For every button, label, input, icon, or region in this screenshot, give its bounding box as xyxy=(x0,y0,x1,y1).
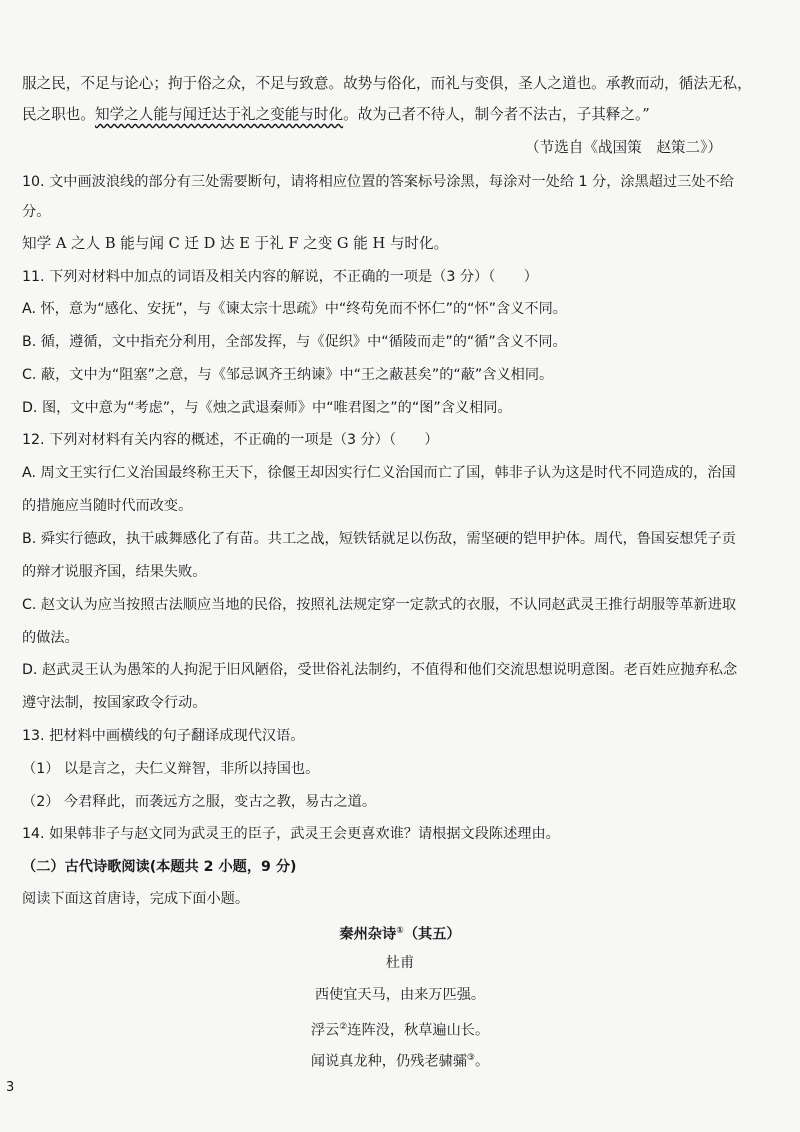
poem-text: 闻说真龙种，仍残老骕骦 xyxy=(310,1053,467,1070)
page-number: 3 xyxy=(6,1080,15,1095)
poem-title xyxy=(0,920,800,946)
poem-text: 浮云 xyxy=(310,1022,340,1039)
poem-title-suffix: （其五） xyxy=(403,926,461,943)
q11-option-a: A. 怀，意为“感化、安抚”，与《谏太宗十思疏》中“终苟免而不怀仁”的“怀”含义不同。 xyxy=(22,301,567,317)
footnote-marker: ① xyxy=(396,926,404,936)
poem-text: 连阵没，秋草遍山长。 xyxy=(347,1022,490,1039)
poem-line-2 xyxy=(0,1016,800,1042)
q10-stem-cont: 分。 xyxy=(22,204,51,220)
q14-stem: 14. 如果韩非子与赵文同为武灵王的臣子，武灵王会更喜欢谁？请根据文段陈述理由。 xyxy=(22,826,560,842)
q12-option-a-cont: 的措施应当随时代而改变。 xyxy=(22,498,193,514)
q12-option-b: B. 舜实行德政，执干戚舞感化了有苗。共工之战，短铁铦就足以伤敌，需坚硬的铠甲护体。周代，鲁国妄想凭子贡 xyxy=(22,531,736,547)
q13-stem: 13. 把材料中画横线的句子翻译成现代汉语。 xyxy=(22,728,305,744)
passage-text: 服之民，不足与论心；拘于俗之众，不足与致意。故势与俗化，而礼与变俱，圣人之道也。承教而动，循法无私， xyxy=(22,75,752,92)
footnote-marker: ② xyxy=(339,1022,348,1032)
q13-sentence-2: （2） 今君释此，而袭远方之服，变古之教，易古之道。 xyxy=(22,794,377,810)
q11-option-b: B. 循，遵循，文中指充分利用，全部发挥，与《促织》中“循陵而走”的“循”含义不同。 xyxy=(22,334,567,350)
q10-options: 知学 A 之人 B 能与闻 C 迁 D 达 E 于礼 F 之变 G 能 H 与时化。 xyxy=(22,235,449,252)
footnote-marker: ③ xyxy=(466,1053,475,1063)
q10-stem: 10. 文中画波浪线的部分有三处需要断句，请将相应位置的答案标号涂黑，每涂对一处给 1 分，涂黑超过三处不给 xyxy=(22,174,734,190)
q12-option-b-cont: 的辩才说服齐国，结果失败。 xyxy=(22,564,207,580)
section-intro: 阅读下面这首唐诗，完成下面小题。 xyxy=(22,891,250,907)
passage-text: 。故为己者不待人，制今者不法古，子其释之。” xyxy=(343,106,650,123)
q12-option-d-cont: 遵守法制，按国家政令行动。 xyxy=(22,695,207,711)
poem-line-1: 西使宜天马，由来万匹强。 xyxy=(314,987,486,1003)
q11-stem: 11. 下列对材料中加点的词语及相关内容的解说，不正确的一项是（3 分）（ ） xyxy=(22,269,538,285)
q11-option-c: C. 蔽，文中为“阻塞”之意，与《邹忌讽齐王纳谏》中“王之蔽甚矣”的“蔽”含义相同。 xyxy=(22,367,554,383)
poem-line-3 xyxy=(0,1047,800,1073)
q12-option-d: D. 赵武灵王认为愚笨的人拘泥于旧风陋俗，受世俗礼法制约，不值得和他们交流思想说明意图。老百姓应抛弃私念 xyxy=(22,662,738,678)
q12-option-a: A. 周文王实行仁义治国最终称王天下，徐偃王却因实行仁义治国而亡了国，韩非子认为这是时代不同造成的，治国 xyxy=(22,465,736,481)
section-heading: （二）古代诗歌阅读(本题共 2 小题，9 分) xyxy=(22,859,297,875)
q12-stem: 12. 下列对材料有关内容的概述，不正确的一项是（3 分）（ ） xyxy=(22,432,439,448)
passage-line-1 xyxy=(22,73,782,95)
poem-title-text: 秦州杂诗 xyxy=(339,926,397,943)
poem-text: 。 xyxy=(474,1053,490,1070)
poem-author: 杜甫 xyxy=(385,955,415,971)
q13-sentence-1: （1） 以是言之，夫仁义辩智，非所以持国也。 xyxy=(22,761,320,777)
q12-option-c: C. 赵文认为应当按照古法顺应当地的民俗，按照礼法规定穿一定款式的衣服，不认同赵武灵王推行胡服等革新进取 xyxy=(22,597,737,613)
q11-option-d: D. 图，文中意为“考虑”，与《烛之武退秦师》中“唯君图之”的“图”含义相同。 xyxy=(22,400,512,416)
passage-source: （节选自《战国策 赵策二》） xyxy=(524,139,722,156)
passage-line-2 xyxy=(22,104,782,126)
passage-text: 民之职也。 xyxy=(22,106,95,123)
wavy-underlined-sentence: 知学之人能与闻迁达于礼之变能与时化 xyxy=(94,106,344,123)
q12-option-c-cont: 的做法。 xyxy=(22,630,79,646)
